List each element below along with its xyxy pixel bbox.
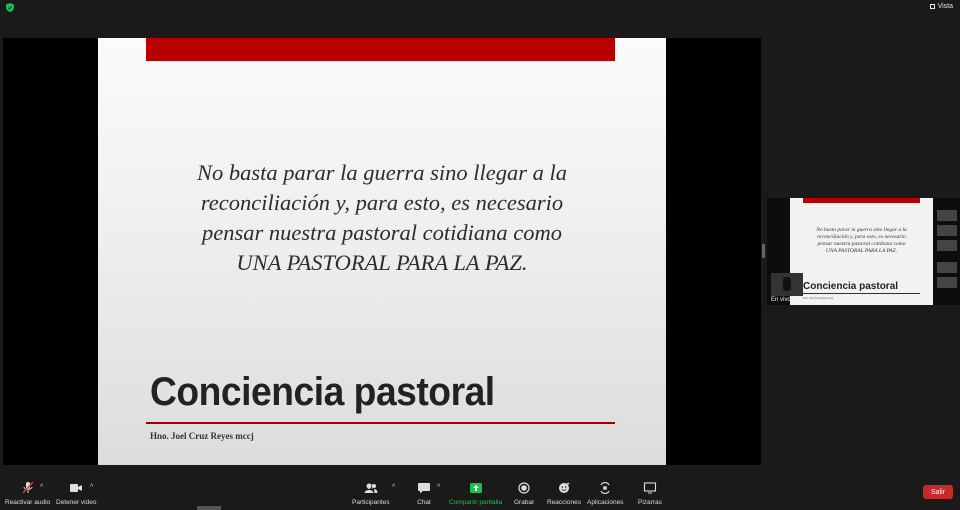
whiteboards-label: Pizarras [638,499,662,506]
chat-label: Chat [417,499,431,506]
apps-icon [598,482,612,494]
slide-header-bar [146,38,615,61]
unmute-label: Reactivar audio [5,499,51,506]
thumbnail-quote [798,227,925,255]
share-screen-icon [469,482,483,494]
record-button[interactable] [514,482,534,506]
unmute-button[interactable] [5,482,50,506]
reactions-label: Reacciones [547,499,581,506]
gallery-tile [937,210,957,221]
participants-label: Participantes [352,499,390,506]
presentation-slide [98,38,666,465]
chat-options-chevron-icon[interactable]: ^ [437,484,441,491]
leave-button[interactable]: Salir [923,485,953,499]
thumbnail-title-rule [803,293,920,294]
whiteboard-icon [643,482,657,494]
thumbnail-header-bar [803,198,920,203]
meeting-toolbar [0,474,960,510]
view-grid-icon [930,4,935,9]
quote-line: UNA PASTORAL PARA LA PAZ. [236,250,528,275]
reactions-smiley-icon [557,482,571,494]
participant-count: 67 [367,484,375,491]
record-label: Grabar [514,499,535,506]
share-screen-label: Compartir pantalla [449,499,503,506]
panel-resize-handle[interactable] [762,244,765,258]
gallery-tile [937,240,957,251]
chat-bubble-icon [417,482,431,494]
thumbnail-quote-line: UNA PASTORAL PARA LA PAZ. [825,248,898,254]
quote-line: reconciliación y, para esto, es necesario [200,190,564,215]
slide-title-rule [146,422,615,424]
video-camera-icon [69,482,83,494]
horizontal-scrollbar[interactable] [197,506,221,510]
slide-author: Hno. Joel Cruz Reyes mccj [150,431,254,441]
whiteboards-button[interactable] [638,482,662,506]
thumbnail-author: Hno. Joel Cruz Reyes mccj [803,297,834,300]
gallery-tile [937,225,957,236]
reactions-button[interactable] [547,482,581,506]
thumbnail-slide [790,198,933,305]
apps-button[interactable] [587,482,624,506]
thumbnail-title: Conciencia pastoral [803,281,899,292]
share-screen-button[interactable] [449,482,502,506]
view-label: Vista [937,3,953,10]
record-icon [517,482,531,494]
stop-video-label: Detener video [56,499,97,506]
security-shield-icon[interactable] [6,3,14,12]
shared-screen [3,38,761,465]
participant-thumbnail[interactable] [767,198,960,305]
live-indicator: En vivo [771,297,791,303]
slide-quote [128,158,636,278]
video-options-chevron-icon[interactable]: ^ [90,484,94,491]
thumbnail-quote-line: pensar nuestra pastoral cotidiana como [817,241,906,247]
presenter-video [771,273,803,296]
view-button[interactable] [930,3,953,10]
gallery-tile [937,262,957,273]
audio-options-chevron-icon[interactable]: ^ [40,484,44,491]
participants-button[interactable] [352,482,390,506]
slide-title: Conciencia pastoral [150,370,495,414]
apps-label: Aplicaciones [587,499,624,506]
thumbnail-quote-line: reconciliación y, para esto, es necesario [817,234,906,240]
participants-options-chevron-icon[interactable]: ^ [392,484,396,491]
quote-line: pensar nuestra pastoral cotidiana como [202,220,562,245]
muted-microphone-icon [21,482,35,494]
chat-button[interactable] [417,482,431,506]
top-bar [0,0,960,16]
thumbnail-quote-line: No basta parar la guerra sino llegar a la [816,227,907,233]
quote-line: No basta parar la guerra sino llegar a la [196,160,568,185]
gallery-tile [937,277,957,288]
